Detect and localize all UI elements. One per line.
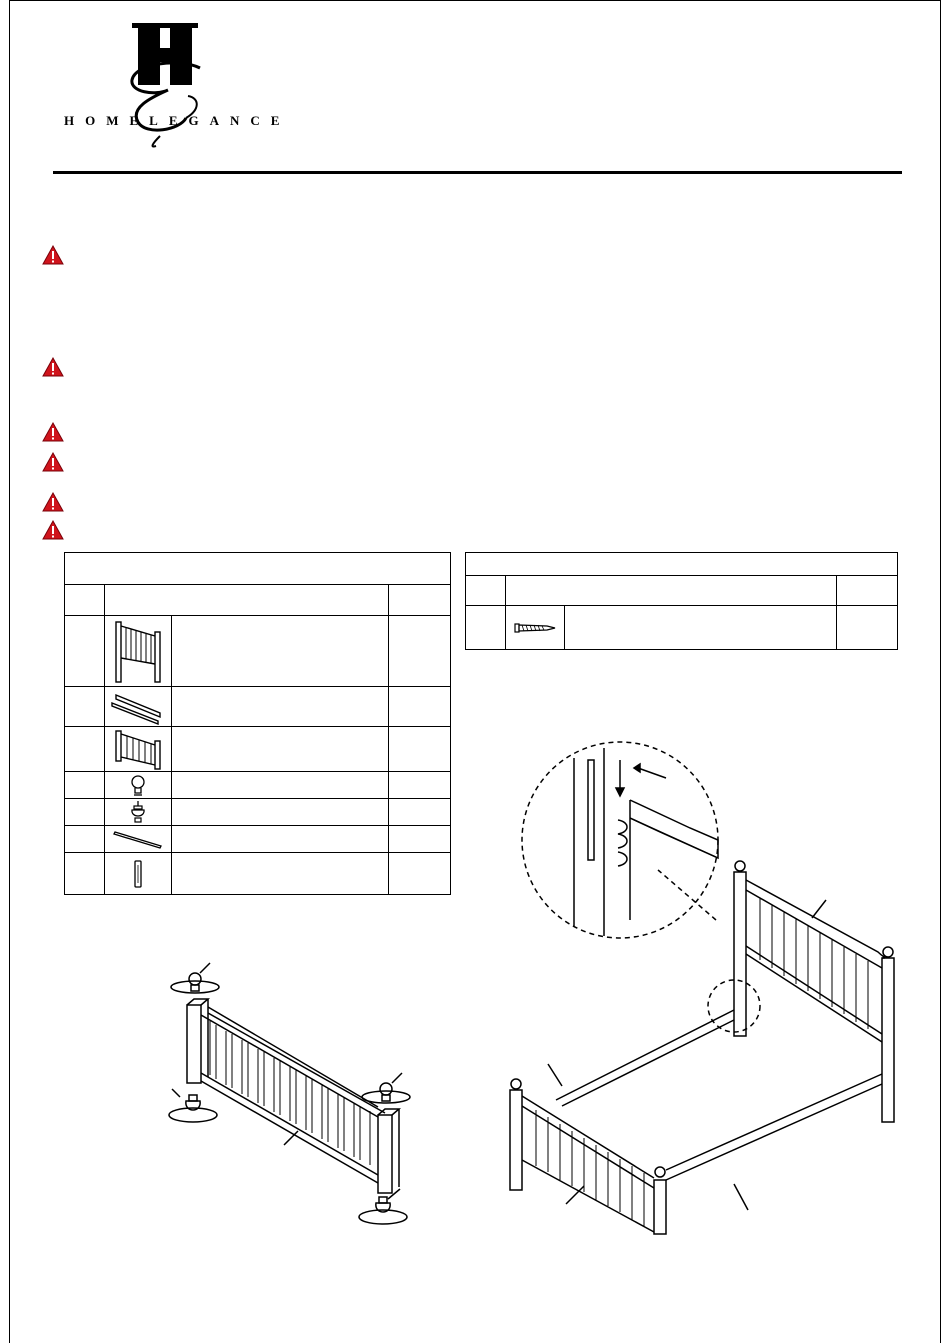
warning-icon [42, 520, 64, 540]
table-row [466, 606, 898, 650]
hardware-table-header-row [466, 576, 898, 606]
parts-table [64, 552, 451, 895]
hardware-header-no [466, 576, 506, 606]
logo-wordmark [64, 113, 290, 129]
parts-header-qty [389, 585, 451, 616]
footboard-icon [112, 727, 164, 771]
hardware-table [465, 552, 898, 650]
bed-assembly-drawing [490, 740, 910, 1250]
table-row [65, 616, 451, 687]
side-rails-icon [108, 689, 168, 725]
warning-icon [42, 422, 64, 442]
parts-table-title [65, 553, 451, 585]
warning-icon [42, 492, 64, 512]
hardware-table-title-row [466, 553, 898, 576]
finial-icon [128, 773, 148, 797]
table-row [65, 687, 451, 727]
parts-table-header-row [65, 585, 451, 616]
warning-icon [42, 452, 64, 472]
hardware-table-title [466, 553, 898, 576]
table-row [65, 772, 451, 799]
warning-icon [42, 245, 64, 265]
warning-icon [42, 357, 64, 377]
hardware-header-description [505, 576, 837, 606]
parts-header-description [104, 585, 388, 616]
table-row [65, 853, 451, 895]
header-rule [53, 171, 902, 174]
table-row [65, 727, 451, 772]
slat-icon [111, 828, 165, 850]
parts-table-title-row [65, 553, 451, 585]
parts-header-no [65, 585, 105, 616]
table-row [65, 799, 451, 826]
foot-icon [128, 800, 148, 824]
logo-wordmark-text: HOMELEGANCE [64, 113, 291, 128]
homelegance-logo [60, 18, 290, 158]
screw-icon [513, 621, 557, 635]
headboard-icon [112, 618, 164, 684]
hardware-header-qty [837, 576, 898, 606]
footboard-assembly-drawing [150, 955, 440, 1245]
dowel-icon [131, 857, 145, 891]
table-row [65, 826, 451, 853]
